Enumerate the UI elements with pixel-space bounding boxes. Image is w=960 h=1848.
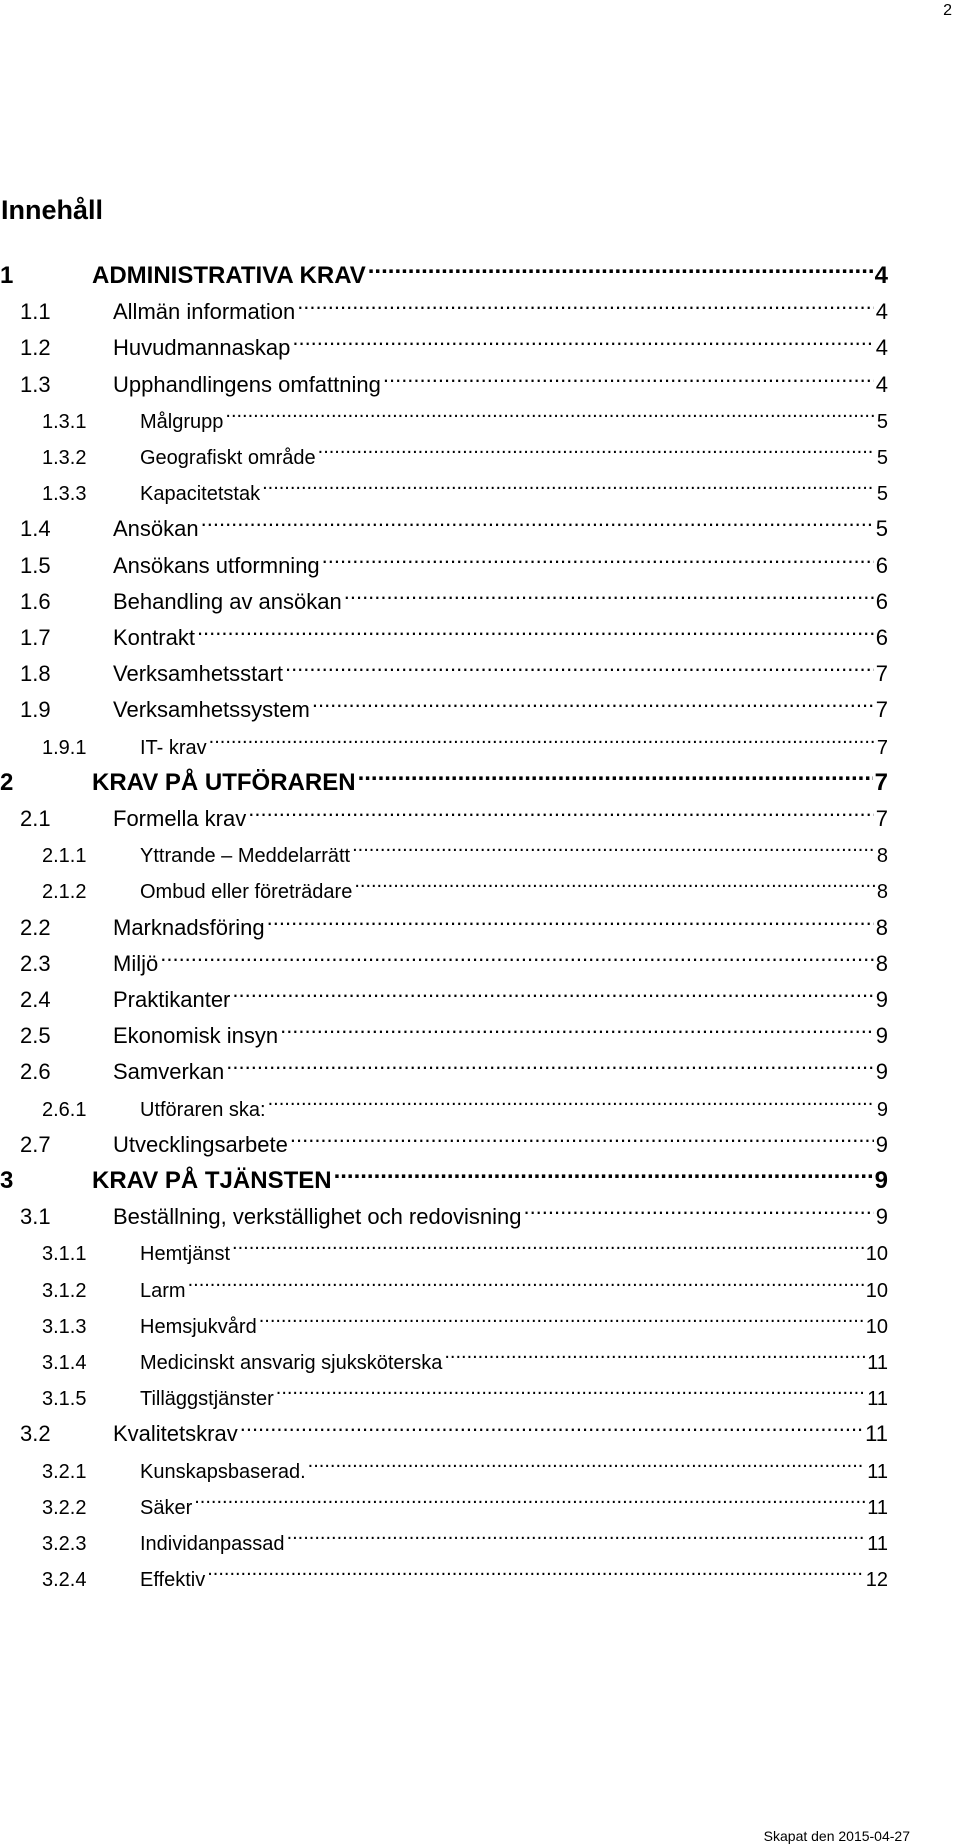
toc-entry-title: Ekonomisk insyn <box>113 1023 279 1049</box>
toc-entry-number: 2.1 <box>20 806 51 831</box>
toc-entry-number: 2.4 <box>20 987 51 1012</box>
toc-dot-leader <box>226 1045 873 1079</box>
toc-entry[interactable] <box>0 249 888 289</box>
toc-entry-page: 10 <box>865 1279 888 1302</box>
toc-entry-number: 1.8 <box>20 661 51 687</box>
toc-entry-page: 11 <box>867 1496 888 1519</box>
toc-entry-number: 1.4 <box>20 516 51 542</box>
toc-dot-leader <box>368 249 873 283</box>
toc-entry-number: 1.9.1 <box>42 736 87 759</box>
toc-dot-leader <box>334 1154 873 1188</box>
toc-entry[interactable] <box>0 1371 888 1411</box>
toc-entry-page: 11 <box>867 1533 888 1555</box>
toc-entry-title: Medicinskt ansvarig sjuksköterska <box>140 1352 443 1374</box>
toc-entry[interactable] <box>0 1263 888 1302</box>
toc-entry-page: 11 <box>867 1352 888 1374</box>
toc-entry-page: 6 <box>875 588 888 614</box>
toc-entry-number: 3.1.2 <box>42 1279 87 1302</box>
toc-entry-number: 1.7 <box>20 625 51 650</box>
toc-dot-leader <box>280 1009 874 1043</box>
toc-entry-number: 2.6.1 <box>42 1098 87 1121</box>
toc-entry[interactable] <box>0 1045 888 1085</box>
toc-entry-page: 4 <box>875 299 888 325</box>
toc-entry-title: Effektiv <box>140 1569 206 1592</box>
toc-entry-title: Geografiskt område <box>140 447 316 469</box>
toc-entry[interactable] <box>0 611 888 650</box>
toc-entry[interactable] <box>0 502 888 542</box>
toc-dot-leader <box>276 1371 865 1405</box>
toc-entry[interactable] <box>0 756 888 796</box>
toc-dot-leader <box>207 1552 864 1586</box>
toc-entry-title: Formella krav <box>113 806 247 831</box>
toc-entry-page: 7 <box>875 806 888 831</box>
toc-dot-leader <box>322 539 874 573</box>
toc-entry-page: 4 <box>875 371 888 397</box>
toc-entry-page: 6 <box>875 552 888 578</box>
toc-entry[interactable] <box>0 937 888 976</box>
toc-entry-number: 1.9 <box>20 697 51 723</box>
toc-dot-leader <box>312 683 874 717</box>
toc-entry-number: 2.5 <box>20 1023 51 1049</box>
toc-dot-leader <box>267 901 874 935</box>
toc-entry-number: 3.2.2 <box>42 1496 87 1519</box>
toc-entry-title: Kapacitetstak <box>140 483 261 506</box>
toc-entry-title: Utvecklingsarbete <box>113 1131 288 1157</box>
toc-dot-leader <box>232 1226 864 1260</box>
toc-entry-number: 1.5 <box>20 552 51 578</box>
toc-entry-page: 11 <box>867 1388 888 1411</box>
toc-entry-page: 9 <box>874 1167 888 1194</box>
toc-entry-page: 7 <box>875 697 888 723</box>
toc-entry-title: Utföraren ska: <box>140 1098 266 1121</box>
toc-entry-title: Yttrande – Meddelarrätt <box>140 845 351 868</box>
toc-entry[interactable] <box>0 1516 888 1555</box>
toc-entry[interactable] <box>0 864 888 904</box>
toc-entry[interactable] <box>0 1299 888 1338</box>
toc-dot-leader <box>352 828 875 862</box>
toc-entry-number: 2.2 <box>20 914 51 940</box>
toc-entry-title: IT- krav <box>140 736 207 759</box>
toc-entry[interactable] <box>0 1082 888 1121</box>
toc-entry-title: Verksamhetssystem <box>113 697 310 723</box>
toc-entry[interactable] <box>0 901 888 940</box>
toc-dot-leader <box>308 1444 866 1478</box>
toc-entry[interactable] <box>0 358 888 397</box>
toc-dot-leader <box>292 321 873 355</box>
toc-entry-title: ADMINISTRATIVA KRAV <box>92 262 366 289</box>
toc-entry-number: 1.1 <box>20 299 51 325</box>
toc-entry-number: 2.1.1 <box>42 845 87 868</box>
toc-entry[interactable] <box>0 647 888 687</box>
toc-entry-number: 1.3.3 <box>42 483 87 506</box>
toc-entry-page: 7 <box>876 736 888 759</box>
toc-entry-number: 3.1 <box>20 1204 51 1230</box>
toc-entry-title: Kontrakt <box>113 625 195 650</box>
toc-entry-page: 9 <box>875 987 888 1012</box>
toc-entry-title: Samverkan <box>113 1059 225 1085</box>
toc-dot-leader <box>444 1335 865 1369</box>
toc-entry-number: 2.1.2 <box>42 881 87 904</box>
toc-entry-number: 3.1.3 <box>42 1315 87 1338</box>
toc-entry-title: Ombud eller företrädare <box>140 881 353 904</box>
toc-entry-title: Hemsjukvård <box>140 1315 257 1338</box>
footer-created-date: Skapat den 2015-04-27 <box>763 1828 910 1844</box>
toc-dot-leader <box>290 1118 874 1152</box>
toc-entry-page: 9 <box>875 1023 888 1049</box>
toc-entry-page: 7 <box>874 768 888 796</box>
toc-entry[interactable] <box>0 1190 888 1230</box>
toc-entry-page: 12 <box>865 1569 888 1592</box>
toc-entry-page: 8 <box>876 881 888 904</box>
toc-entry[interactable] <box>0 1335 888 1374</box>
toc-entry-page: 5 <box>875 516 888 542</box>
toc-entry-page: 4 <box>875 335 888 361</box>
toc-heading: Innehåll <box>1 195 104 225</box>
toc-entry-number: 2.3 <box>20 950 51 976</box>
toc-entry-number: 2 <box>0 768 14 796</box>
toc-entry-title: KRAV PÅ TJÄNSTEN <box>92 1167 332 1194</box>
toc-entry[interactable] <box>0 720 888 759</box>
toc-entry-title: Marknadsföring <box>113 914 265 940</box>
toc-entry-title: Huvudmannaskap <box>113 335 291 361</box>
toc-dot-leader <box>232 973 873 1007</box>
toc-entry-title: Ansökan <box>113 516 199 542</box>
toc-entry-page: 5 <box>876 410 888 433</box>
toc-dot-leader <box>383 358 874 392</box>
toc-dot-leader <box>297 285 874 319</box>
toc-entry-title: Upphandlingens omfattning <box>113 371 381 397</box>
toc-entry-number: 1.3.2 <box>42 447 87 469</box>
toc-entry-title: Tilläggstjänster <box>140 1388 274 1411</box>
toc-entry[interactable] <box>0 1118 888 1157</box>
toc-entry[interactable] <box>0 539 888 578</box>
toc-dot-leader <box>285 647 874 681</box>
toc-entry-number: 3 <box>0 1167 14 1194</box>
toc-entry-number: 3.2.1 <box>42 1460 87 1483</box>
toc-entry-title: Miljö <box>113 950 159 976</box>
toc-entry-page: 11 <box>865 1421 888 1447</box>
toc-dot-leader <box>523 1190 873 1224</box>
toc-entry-page: 9 <box>875 1059 888 1085</box>
toc-dot-leader <box>225 394 874 428</box>
toc-entry[interactable] <box>0 683 888 723</box>
toc-entry-page: 8 <box>875 950 888 976</box>
toc-entry-number: 3.2.4 <box>42 1569 87 1592</box>
toc-dot-leader <box>262 466 875 500</box>
toc-entry-title: Säker <box>140 1496 193 1519</box>
toc-entry[interactable] <box>0 575 888 614</box>
toc-entry[interactable] <box>0 1226 888 1266</box>
toc-entry-page: 9 <box>876 1098 888 1121</box>
toc-entry[interactable] <box>0 1407 888 1447</box>
toc-entry[interactable] <box>0 285 888 325</box>
toc-dot-leader <box>259 1299 864 1333</box>
toc-entry[interactable] <box>0 394 888 433</box>
toc-entry[interactable] <box>0 466 888 506</box>
toc-entry-page: 9 <box>875 1131 888 1157</box>
toc-entry-page: 10 <box>865 1243 888 1266</box>
toc-dot-leader <box>248 792 874 826</box>
toc-dot-leader <box>354 864 875 898</box>
toc-entry-number: 2.7 <box>20 1131 51 1157</box>
toc-entry[interactable] <box>0 1444 888 1483</box>
toc-entry-title: Kvalitetskrav <box>113 1421 238 1447</box>
toc-entry[interactable] <box>0 1552 888 1592</box>
toc-entry-page: 6 <box>875 625 888 650</box>
toc-entry-title: Behandling av ansökan <box>113 588 342 614</box>
toc-entry-title: Praktikanter <box>113 987 231 1012</box>
toc-entry-page: 8 <box>875 914 888 940</box>
toc-entry-number: 3.2 <box>20 1421 51 1447</box>
toc-entry-title: Beställning, verkställighet och redovisning <box>113 1204 522 1230</box>
toc-dot-leader <box>318 430 875 464</box>
toc-entry-number: 1 <box>0 262 14 289</box>
toc-entry[interactable] <box>0 792 888 831</box>
toc-entry-page: 7 <box>875 661 888 687</box>
toc-entry-number: 1.6 <box>20 588 51 614</box>
toc-dot-leader <box>194 1480 865 1514</box>
toc-entry-page: 5 <box>876 447 888 469</box>
toc-entry-page: 5 <box>876 483 888 506</box>
toc-entry-number: 3.2.3 <box>42 1533 87 1555</box>
toc-entry-page: 4 <box>874 262 888 289</box>
toc-entry-number: 3.1.1 <box>42 1243 87 1266</box>
toc-entry-number: 1.3 <box>20 371 51 397</box>
toc-dot-leader <box>344 575 874 609</box>
toc-entry[interactable] <box>0 1154 888 1194</box>
toc-entry-number: 2.6 <box>20 1059 51 1085</box>
toc-entry-title: Larm <box>140 1279 186 1302</box>
toc-entry-page: 8 <box>876 845 888 868</box>
toc-entry-page: 10 <box>865 1315 888 1338</box>
toc-entry[interactable] <box>0 1480 888 1519</box>
toc-entry[interactable] <box>0 973 888 1012</box>
toc-entry-title: Individanpassad <box>140 1533 285 1555</box>
toc-entry-title: KRAV PÅ UTFÖRAREN <box>92 768 356 796</box>
toc-dot-leader <box>188 1263 864 1297</box>
toc-entry-title: Ansökans utformning <box>113 552 320 578</box>
toc-dot-leader <box>201 502 874 536</box>
toc-entry[interactable] <box>0 430 888 469</box>
toc-entry-number: 1.3.1 <box>42 410 87 433</box>
toc-entry-title: Målgrupp <box>140 410 224 433</box>
toc-entry-page: 11 <box>867 1460 888 1483</box>
toc-entry-title: Verksamhetsstart <box>113 661 283 687</box>
toc-dot-leader <box>240 1407 863 1441</box>
toc-dot-leader <box>197 611 874 645</box>
toc-entry-page: 9 <box>875 1204 888 1230</box>
toc-entry-title: Allmän information <box>113 299 296 325</box>
toc-dot-leader <box>160 937 874 971</box>
toc-entry-title: Hemtjänst <box>140 1243 231 1266</box>
toc-entry[interactable] <box>0 1009 888 1049</box>
toc-entry-number: 3.1.4 <box>42 1352 87 1374</box>
page-number: 2 <box>943 2 952 19</box>
toc-entry-title: Kunskapsbaserad. <box>140 1460 306 1483</box>
toc-dot-leader <box>268 1082 875 1116</box>
toc-entry[interactable] <box>0 321 888 361</box>
toc-entry[interactable] <box>0 828 888 868</box>
toc-entry-number: 1.2 <box>20 335 51 361</box>
toc-dot-leader <box>358 756 873 790</box>
toc-entry-number: 3.1.5 <box>42 1388 87 1411</box>
toc-dot-leader <box>209 720 875 754</box>
toc-dot-leader <box>287 1516 866 1550</box>
